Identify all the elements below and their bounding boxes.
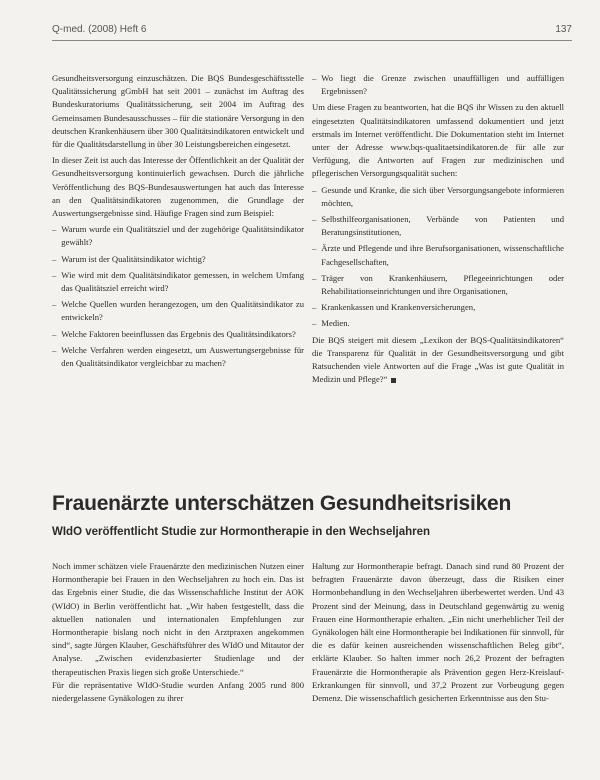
end-mark-icon: [391, 378, 396, 383]
paragraph: Um diese Fragen zu beantworten, hat die BQS ihr Wissen zu den aktuell eingesetzten Qualitätsindikatoren umfassend dokumentiert und jetzt erstmals im Internet veröffentlicht. Die Dokumentation steht im Internet unter der Adresse www.bqs-qualitaetsindikatoren.de für alle zur Verfügung, die Antworten auf Fragen zur medizinischen und pflegerischen Versorgungsqualität suchen:: [312, 102, 564, 179]
paragraph: Haltung zur Hormontherapie befragt. Danach sind rund 80 Prozent der befragten Frauenärzte davon überzeugt, dass die Risiken einer Hormonbehandlung in den Wechseljahren überbewertet werden. Und 43 Prozent sind der Meinung, dass in Deutschland gegenwärtig zu wenig Frauen eine Hormontherapie erhalten. „Ein nicht unerheblicher Teil der Gynäkologen hält eine Hormontherapie bei Indikationen für sinnvoll, für die es dafür keinen ausreichenden wissenschaftlichen Beleg gibt“, erklärte Klauber. So halten immer noch 26,2 Prozent der befragten Frauenärzte die Hormontherapie als Prävention gegen Herz-Kreislauf-Erkrankungen für sinnvoll, und 37,2 Prozent zur Vorbeugung gegen Demenz. Die wissenschaftlich gesicherten Erkenntnisse aus den Stu-: [312, 561, 564, 704]
paragraph: Für die repräsentative WIdO-Studie wurden Anfang 2005 rund 800 niedergelassene Gynäkologen zu ihrer: [52, 679, 304, 704]
question-item: – Wie wird mit dem Qualitätsindikator gemessen, in welchem Umfang das Qualitätsziel erreicht wird?: [52, 269, 304, 294]
paragraph: Noch immer schätzen viele Frauenärzte den medizinischen Nutzen einer Hormontherapie bei Frauen in den Wechseljahren zu hoch ein. Das ist das Ergebnis einer Studie, die das Wissenschaftliche Institut der AOK (WIdO) in Berlin veröffentlicht hat. „Wir haben festgestellt, dass die aktuellen nationalen und internationalen Empfehlungen zur Hormontherapie bislang noch nicht in den Arztpraxen angekommen sind“, sagte Jürgen Klauber, Geschäftsführer des WIdO und Mitautor der Analyse. „Zwischen evidenzbasierter Studienlage und der therapeutischen Praxis liegen sich große Unterschiede.“: [52, 561, 304, 677]
bullet-item: – Träger von Krankenhäusern, Pflegeeinrichtungen oder Rehabilitationseinrichtungen und ihre Organisationen,: [312, 272, 564, 297]
bullet-item: – Ärzte und Pflegende und ihre Berufsorganisationen, wissenschaftliche Fachgesellschaften,: [312, 243, 564, 267]
bullet-item: – Krankenkassen und Krankenversicherungen,: [312, 302, 476, 313]
page-number: 137: [555, 24, 572, 35]
question-item: – Warum ist der Qualitätsindikator wichtig?: [52, 253, 206, 264]
column-2: [312, 72, 564, 386]
question-item: – Warum wurde ein Qualitätsziel und der zugehörige Qualitätsindikator gewählt?: [52, 224, 304, 248]
question-item: – Welche Verfahren werden eingesetzt, um Auswertungsergebnisse für den Qualitätsindikator vergleichbar zu machen?: [52, 344, 304, 369]
journal-issue: Q-med. (2008) Heft 6: [52, 24, 147, 35]
article-subtitle: WIdO veröffentlicht Studie zur Hormontherapie in den Wechseljahren: [52, 526, 431, 538]
question-item: – Welche Faktoren beeinflussen das Ergebnis des Qualitätsindikators?: [52, 328, 296, 339]
bullet-item: – Selbsthilfeorganisationen, Verbände von Patienten und Beratungsinstitutionen,: [312, 214, 564, 238]
question-item: – Welche Quellen wurden herangezogen, um den Qualitätsindikator zu entwickeln?: [52, 299, 304, 323]
bullet-item: – Gesunde und Kranke, die sich über Versorgungsangebote informieren möchten,: [312, 184, 564, 208]
header-rule: [52, 40, 572, 41]
column-4: [312, 560, 564, 705]
article-title: Frauenärzte unterschätzen Gesundheitsrisiken: [52, 492, 512, 515]
intro-paragraph: Gesundheitsversorgung einzuschätzen. Die BQS Bundesgeschäftsstelle Qualitätssicherung gGmbH hat seit 2001 – zunächst im Auftrag des Bundeskuratoriums Qualitätssicherung, seit 2004 im Auftrag des Gemeinsamen Bundesausschusses – für die stationäre Versorgung in den deutschen Krankenhäusern über 300 Qualitätsindikatoren entwickelt und für die Qualitätsdarstellung in über 30 Leistungsbereichen eingesetzt.: [52, 73, 304, 150]
column-1: [52, 72, 304, 370]
question-item: – Wo liegt die Grenze zwischen unauffälligen und auffälligen Ergebnissen?: [312, 73, 564, 97]
bullet-item: – Medien.: [312, 318, 350, 329]
paragraph: In dieser Zeit ist auch das Interesse der Öffentlichkeit an der Qualität der Gesundheitsversorgung kontinuierlich gewachsen. Durch die jährliche Veröffentlichung des BQS-Bundesauswertungen hat auch das Interesse an den Qualitätsindikatoren zugenommen, die Grundlage der Auswertungsergebnisse sind. Häufige Fragen sind zum Beispiel:: [52, 155, 304, 219]
column-3: [52, 560, 304, 705]
closing-paragraph: Die BQS steigert mit diesem „Lexikon der BQS-Qualitätsindikatoren“ die Transparenz für Qualität in der Gesundheitsversorgung und gibt Ratsuchenden viele Antworten auf die Frage „Was ist gute Qualität in Medizin und Pflege?“: [312, 334, 564, 385]
running-header: [52, 24, 572, 40]
